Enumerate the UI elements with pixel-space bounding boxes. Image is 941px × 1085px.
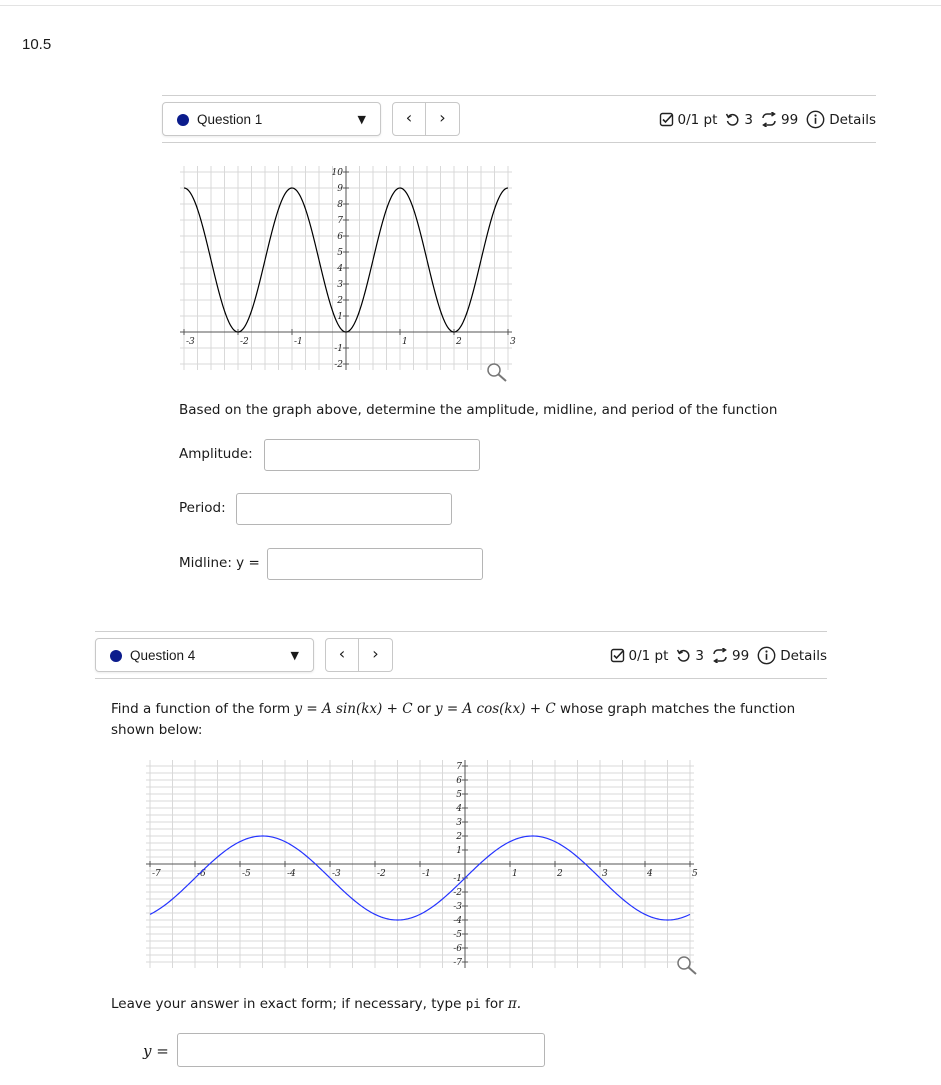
y-tick-label: 3 — [456, 818, 462, 828]
x-tick-label: -7 — [152, 869, 161, 879]
x-tick-label: 1 — [402, 337, 408, 347]
answer-label: y = — [143, 1042, 169, 1060]
y-tick-label: 3 — [337, 280, 343, 290]
answer-note — [111, 996, 521, 1012]
score-checkbox-icon — [659, 112, 674, 127]
y-tick-label: 6 — [337, 232, 343, 242]
question-1-graph — [176, 158, 516, 384]
y-tick-label: 5 — [456, 790, 462, 800]
y-tick-label: 4 — [337, 264, 343, 274]
y-tick-label: 1 — [456, 846, 462, 856]
y-tick-label: -7 — [453, 958, 462, 968]
next-question-button[interactable]: › — [359, 638, 393, 672]
x-tick-label: 2 — [456, 337, 462, 347]
note-code: pi — [465, 996, 481, 1011]
retry-icon — [676, 648, 691, 663]
attempts-icon — [761, 112, 777, 127]
question-1-selector-label: Question 1 — [197, 112, 263, 127]
question-1-meta — [659, 110, 876, 129]
question-1-header — [162, 95, 876, 143]
x-tick-label: -4 — [287, 869, 296, 879]
form-cos: y = A cos(kx) + C — [434, 701, 556, 717]
next-question-button[interactable]: › — [426, 102, 460, 136]
retries-count: 3 — [744, 111, 753, 128]
y-tick-label: -1 — [334, 344, 343, 354]
attempts-count: 99 — [781, 111, 799, 128]
y-tick-label: -5 — [453, 930, 462, 940]
retries-count: 3 — [695, 647, 704, 664]
x-tick-label: 4 — [647, 869, 653, 879]
y-tick-label: -4 — [453, 916, 462, 926]
y-tick-label: 10 — [331, 168, 343, 178]
y-tick-label: -3 — [453, 902, 462, 912]
x-tick-label: -3 — [332, 869, 341, 879]
y-tick-label: -2 — [334, 360, 343, 370]
x-tick-label: -5 — [242, 869, 251, 879]
details-link[interactable]: Details — [829, 111, 876, 128]
y-tick-label: 8 — [337, 200, 343, 210]
x-tick-label: -2 — [240, 337, 249, 347]
details-link[interactable]: Details — [780, 647, 827, 664]
x-tick-label: -6 — [197, 869, 206, 879]
prev-question-button[interactable]: ‹ — [325, 638, 359, 672]
amplitude-input[interactable] — [264, 439, 480, 471]
y-tick-label: 7 — [337, 216, 343, 226]
score-checkbox-icon — [610, 648, 625, 663]
y-tick-label: 4 — [456, 804, 462, 814]
period-label: Period: — [179, 500, 226, 516]
info-icon[interactable] — [806, 110, 825, 129]
chevron-down-icon: ▼ — [290, 649, 299, 662]
question-1-selector[interactable] — [162, 102, 381, 136]
y-tick-label: 5 — [337, 248, 343, 258]
prompt-tail: whose graph matches the function shown below: — [111, 701, 796, 738]
question-4-selector-label: Question 4 — [130, 648, 196, 663]
attempts-icon — [712, 648, 728, 663]
question-4-graph — [142, 752, 698, 976]
question-4-header — [95, 631, 827, 679]
midline-input[interactable] — [267, 548, 483, 580]
prompt-or: or — [416, 701, 431, 717]
y-tick-label: 1 — [337, 312, 343, 322]
prev-question-button[interactable]: ‹ — [392, 102, 426, 136]
page-title: 10.5 — [22, 36, 52, 53]
attempts-count: 99 — [732, 647, 750, 664]
info-icon[interactable] — [757, 646, 776, 665]
amplitude-label: Amplitude: — [179, 446, 253, 462]
zoom-icon[interactable] — [676, 955, 698, 979]
y-tick-label: -6 — [453, 944, 462, 954]
score-text: 0/1 pt — [677, 111, 718, 128]
answer-input[interactable] — [177, 1033, 545, 1067]
x-tick-label: 2 — [557, 869, 563, 879]
y-tick-label: 2 — [456, 832, 462, 842]
y-tick-label: -2 — [453, 888, 462, 898]
question-1-prompt: Based on the graph above, determine the amplitude, midline, and period of the function — [179, 402, 778, 418]
x-tick-label: 5 — [692, 869, 698, 879]
question-4-selector[interactable] — [95, 638, 314, 672]
question-4-prompt — [111, 699, 811, 741]
note-pi: π. — [507, 996, 522, 1012]
note-for: for — [485, 996, 504, 1012]
note-text: Leave your answer in exact form; if necessary, type — [111, 996, 462, 1012]
score-text: 0/1 pt — [628, 647, 669, 664]
top-rule — [0, 5, 941, 6]
x-tick-label: -1 — [294, 337, 303, 347]
status-dot-icon — [110, 650, 122, 662]
x-tick-label: -1 — [422, 869, 431, 879]
question-4-meta — [610, 646, 827, 665]
y-tick-label: -1 — [453, 874, 462, 884]
x-tick-label: 3 — [602, 869, 608, 879]
chevron-down-icon: ▼ — [357, 113, 366, 126]
y-tick-label: 6 — [456, 776, 462, 786]
y-tick-label: 9 — [337, 184, 343, 194]
retry-icon — [725, 112, 740, 127]
y-tick-label: 7 — [456, 762, 462, 772]
prompt-intro: Find a function of the form — [111, 701, 291, 717]
status-dot-icon — [177, 114, 189, 126]
x-tick-label: 1 — [512, 869, 518, 879]
form-sin: y = A sin(kx) + C — [294, 701, 413, 717]
x-tick-label: 3 — [510, 337, 516, 347]
midline-label: Midline: y = — [179, 555, 260, 571]
period-input[interactable] — [236, 493, 452, 525]
x-tick-label: -2 — [377, 869, 386, 879]
zoom-icon[interactable] — [486, 362, 508, 386]
y-tick-label: 2 — [337, 296, 343, 306]
x-tick-label: -3 — [186, 337, 195, 347]
